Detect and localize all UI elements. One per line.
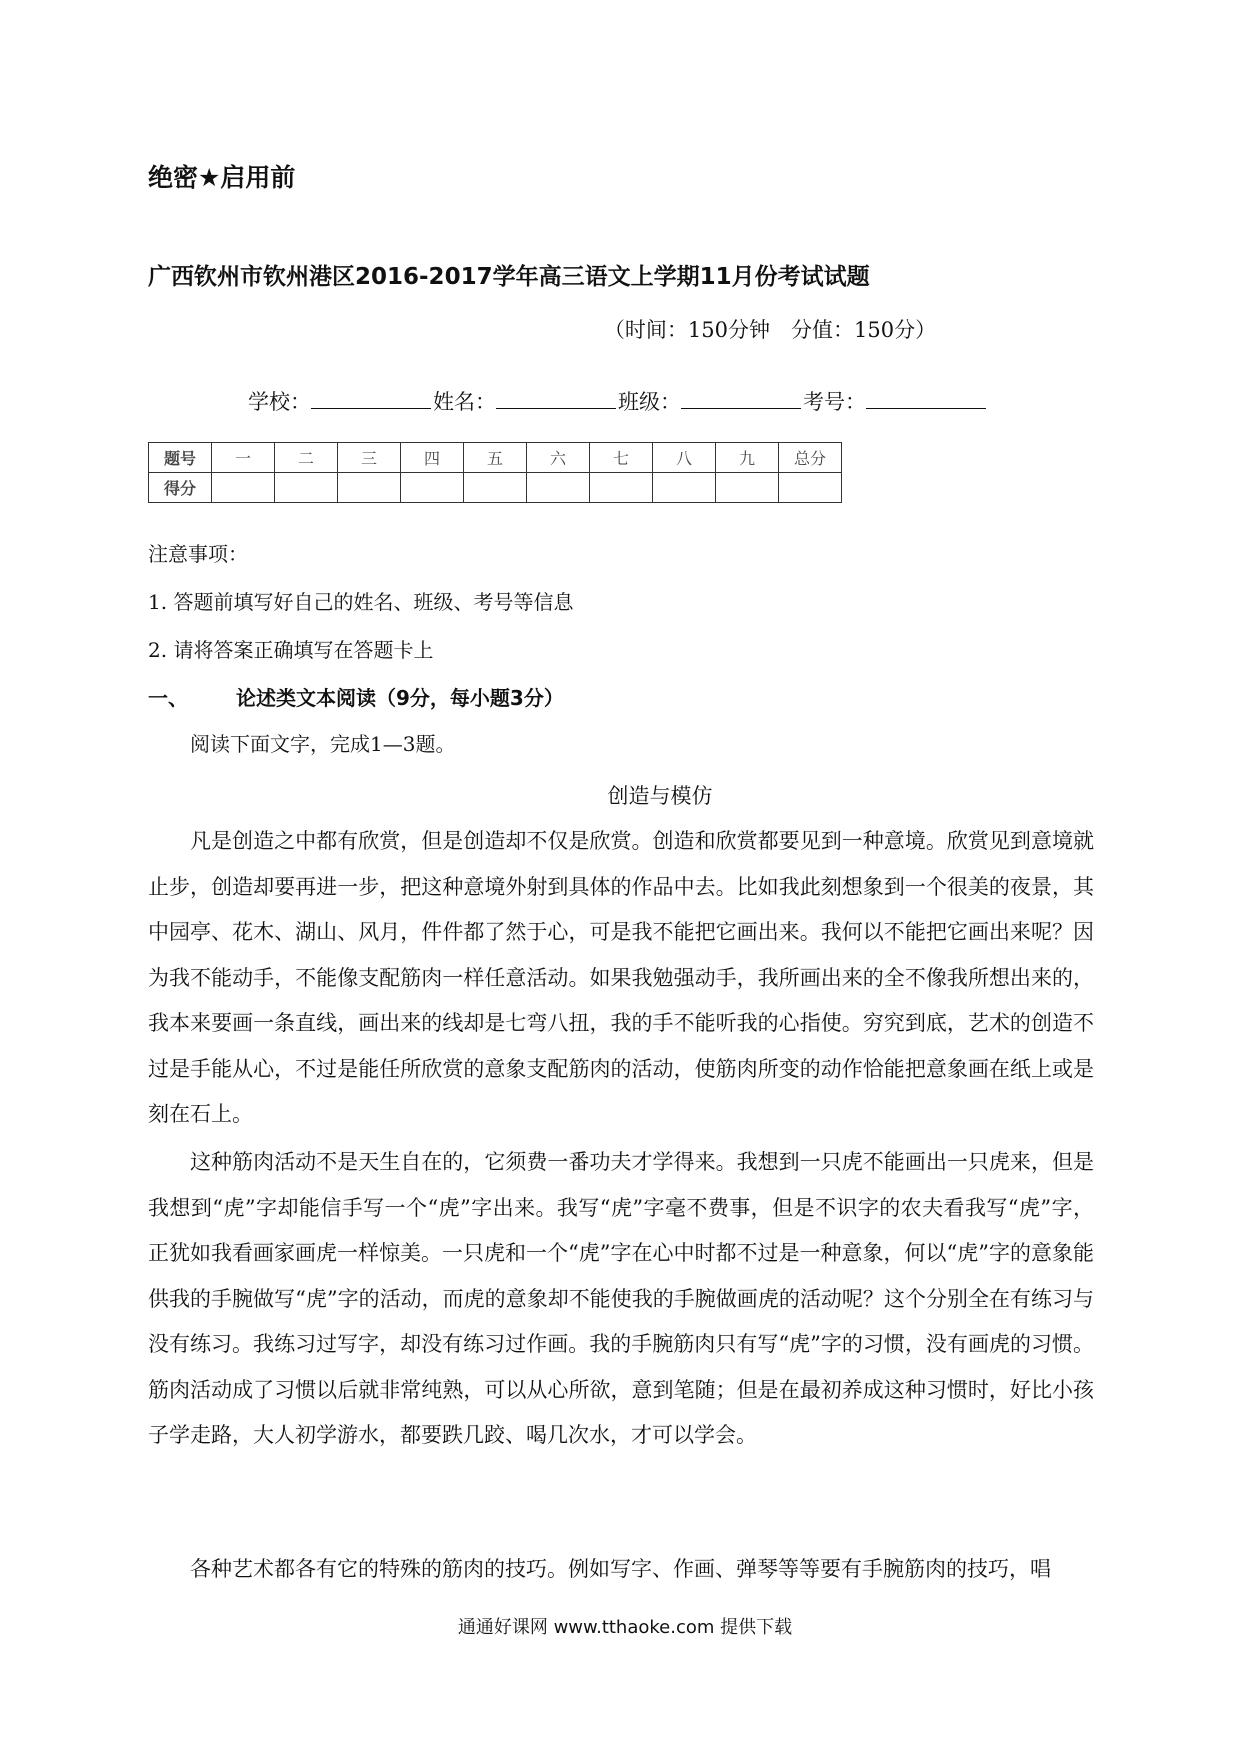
score-col-6: 六 [527, 443, 590, 473]
score-cell[interactable] [401, 473, 464, 503]
score-cell[interactable] [653, 473, 716, 503]
score-cell[interactable] [338, 473, 401, 503]
score-col-4: 四 [401, 443, 464, 473]
section-number: 一、 [148, 686, 188, 710]
section-instruction: 阅读下面文字，完成1—3题。 [190, 732, 456, 756]
question-number-header: 题号 [149, 443, 212, 473]
score-cell[interactable] [212, 473, 275, 503]
notes-heading: 注意事项： [148, 542, 248, 566]
score-col-2: 二 [275, 443, 338, 473]
exam-number-blank[interactable] [866, 390, 986, 409]
confidential-label: 绝密★启用前 [148, 163, 296, 192]
exam-subtitle: （时间：150分钟 分值：150分） [603, 318, 937, 342]
exam-title: 广西钦州市钦州港区2016-2017学年高三语文上学期11月份考试试题 [148, 264, 870, 290]
score-col-7: 七 [590, 443, 653, 473]
passage-paragraph-3: 各种艺术都各有它的特殊的筋肉的技巧。例如写字、作画、弹琴等等要有手腕筋肉的技巧，唱 [190, 1557, 1051, 1581]
name-label: 姓名： [433, 390, 496, 414]
student-info-line [248, 386, 988, 416]
score-table [148, 442, 842, 503]
school-blank[interactable] [311, 390, 431, 409]
score-col-9: 九 [716, 443, 779, 473]
score-col-5: 五 [464, 443, 527, 473]
score-cell[interactable] [527, 473, 590, 503]
score-col-8: 八 [653, 443, 716, 473]
section-title: 论述类文本阅读（9分，每小题3分） [236, 686, 564, 710]
score-col-3: 三 [338, 443, 401, 473]
score-table-header-row [149, 443, 842, 473]
note-item-2: 2. 请将答案正确填写在答题卡上 [148, 638, 434, 662]
passage-paragraph-1: 凡是创造之中都有欣赏，但是创造却不仅是欣赏。创造和欣赏都要见到一种意境。欣赏见到意境就止步，创造却要再进一步，把这种意境外射到具体的作品中去。比如我此刻想象到一个很美的夜景，其中园亭、花木、湖山、风月，件件都了然于心，可是我不能把它画出来。我何以不能把它画出来呢？因为我不能动手，不能像支配筋肉一样任意活动。如果我勉强动手，我所画出来的全不像我所想出来的，我本来要画一条直线，画出来的线却是七弯八扭，我的手不能听我的心指使。穷究到底，艺术的创造不过是手能从心，不过是能任所欣赏的意象支配筋肉的活动，使筋肉所变的动作恰能把意象画在纸上或是刻在石上。 [148, 829, 1094, 1126]
score-cell[interactable] [716, 473, 779, 503]
school-label: 学校： [248, 390, 311, 414]
name-blank[interactable] [496, 390, 616, 409]
note-item-1: 1. 答题前填写好自己的姓名、班级、考号等信息 [148, 590, 574, 614]
score-cell[interactable] [464, 473, 527, 503]
class-label: 班级： [618, 390, 681, 414]
passage-paragraph-2: 这种筋肉活动不是天生自在的，它须费一番功夫才学得来。我想到一只虎不能画出一只虎来，但是我想到“虎”字却能信手写一个“虎”字出来。我写“虎”字毫不费事，但是不识字的农夫看我写“虎”字，正犹如我看画家画虎一样惊美。一只虎和一个“虎”字在心中时都不过是一种意象，何以“虎”字的意象能供我的手腕做写“虎”字的活动，而虎的意象却不能使我的手腕做画虎的活动呢？这个分别全在有练习与没有练习。我练习过写字，却没有练习过作画。我的手腕筋肉只有写“虎”字的习惯，没有画虎的习惯。筋肉活动成了习惯以后就非常纯熟，可以从心所欲，意到笔随；但是在最初养成这种习惯时，好比小孩子学走路，大人初学游水，都要跌几跤、喝几次水，才可以学会。 [148, 1150, 1094, 1447]
score-cell[interactable] [779, 473, 842, 503]
footer-source: 通通好课网 www.tthaoke.com 提供下载 [457, 1617, 793, 1638]
passage-title: 创造与模仿 [607, 784, 713, 808]
score-col-1: 一 [212, 443, 275, 473]
class-blank[interactable] [681, 390, 801, 409]
section-heading [148, 682, 564, 711]
score-cell[interactable] [590, 473, 653, 503]
score-cell[interactable] [275, 473, 338, 503]
score-table-score-row [149, 473, 842, 503]
score-col-total: 总分 [779, 443, 842, 473]
exam-number-label: 考号： [803, 390, 866, 414]
score-row-label: 得分 [149, 473, 212, 503]
